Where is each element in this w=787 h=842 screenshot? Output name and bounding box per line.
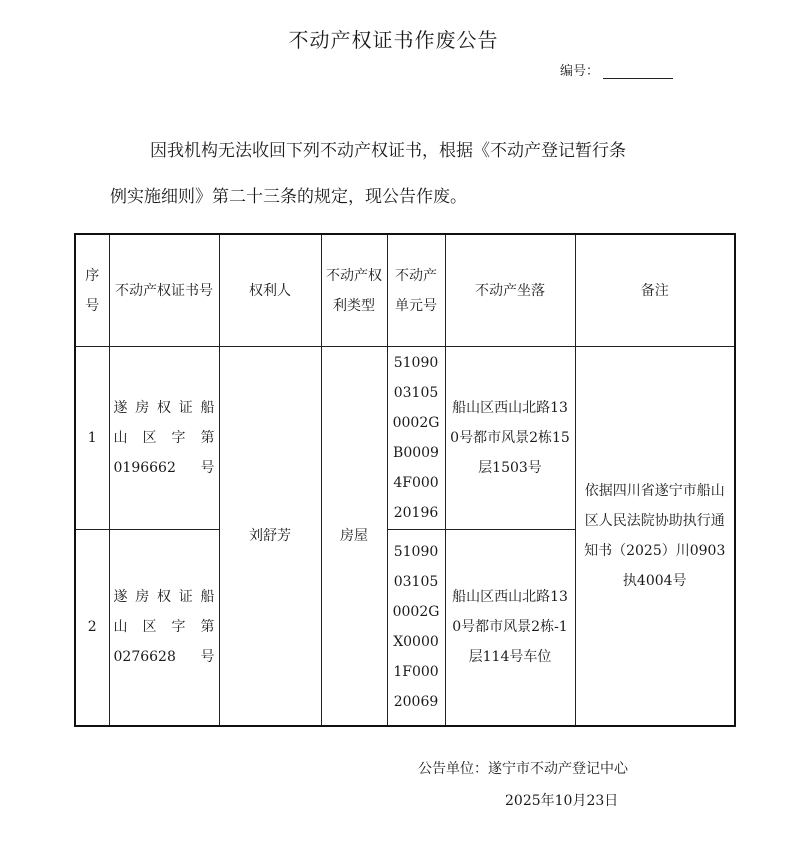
header-owner: 权利人: [219, 234, 321, 347]
row-cert: [109, 347, 219, 530]
row-seq: 2: [75, 530, 109, 726]
header-seq: 序号: [75, 234, 109, 347]
row-cert-line3: 0196662号: [113, 460, 215, 476]
announcement-text-line2: 例实施细则》第二十三条的规定，现公告作废。: [110, 187, 467, 207]
row-cert-line2: 山区字第: [113, 430, 215, 446]
row-seq: 1: [75, 347, 109, 530]
remark-cell: 依据四川省遂宁市船山区人民法院协助执行通知书（2025）川0903执4004号: [575, 347, 735, 726]
type-cell: 房屋: [321, 347, 387, 726]
row-cert: [109, 530, 219, 726]
row-unit-number: 51090031050002GX00001F00020069: [387, 530, 445, 726]
header-type: 不动产权利类型: [321, 234, 387, 347]
header-cert: 不动产权证书号: [109, 234, 219, 347]
certificate-table: [74, 233, 736, 727]
table-header-row: [75, 234, 735, 347]
document-number: [560, 60, 673, 79]
row-cert-line1: 遂房权证船: [113, 400, 215, 416]
header-location: 不动产坐落: [445, 234, 575, 347]
table-row: [75, 347, 735, 530]
row-unit-number: 51090031050002GB00094F00020196: [387, 347, 445, 530]
document-number-label: 编号：: [560, 64, 600, 79]
row-cert-line2: 山区字第: [113, 619, 215, 636]
announcement-text-line1: 因我机构无法收回下列不动产权证书，根据《不动产登记暂行条: [150, 141, 626, 161]
row-cert-line3: 0276628号: [113, 649, 215, 666]
publish-date: 2025年10月23日: [505, 793, 619, 809]
document-number-blank: [603, 64, 673, 79]
page-title: 不动产权证书作废公告: [288, 28, 499, 52]
row-cert-line1: 遂房权证船: [113, 589, 215, 606]
row-location: 船山区西山北路130号都市风景2栋15层1503号: [445, 347, 575, 530]
publisher: 公告单位：遂宁市不动产登记中心: [418, 761, 628, 777]
owner-cell: 刘舒芳: [219, 347, 321, 726]
header-unit: 不动产单元号: [387, 234, 445, 347]
header-remark: 备注: [575, 234, 735, 347]
row-location: 船山区西山北路130号都市风景2栋-1层114号车位: [445, 530, 575, 726]
